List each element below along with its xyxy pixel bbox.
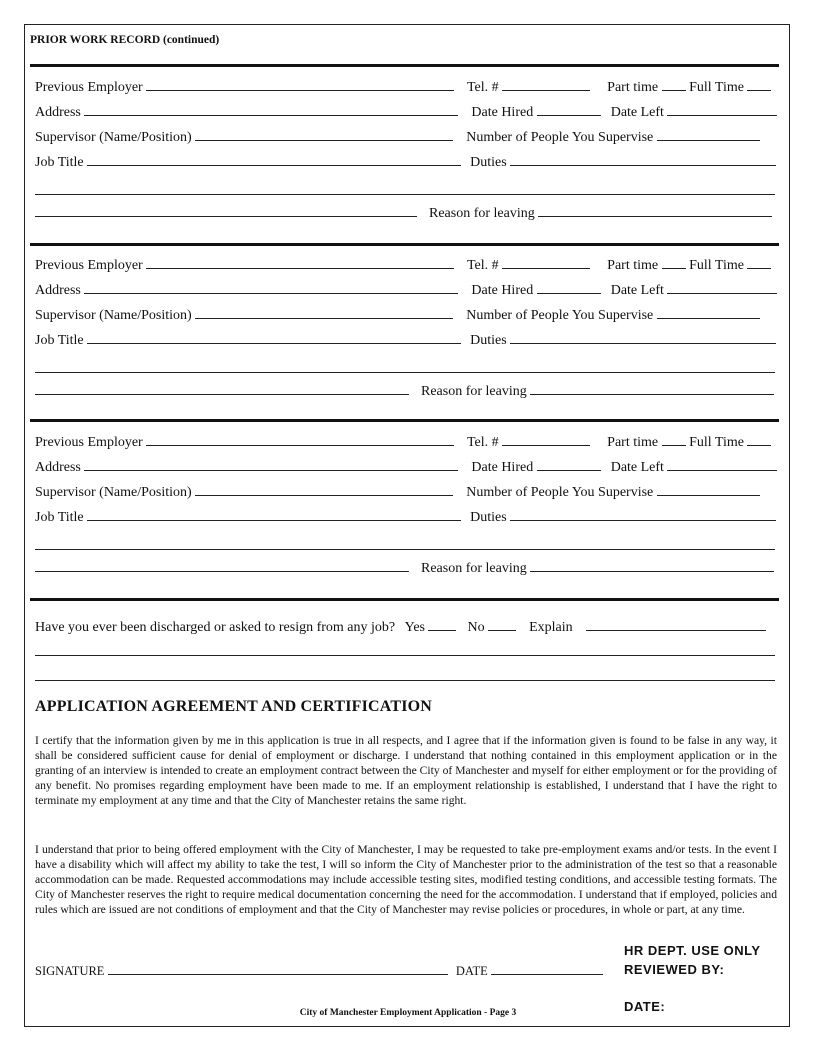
date-left-field[interactable] bbox=[667, 102, 777, 116]
previous-employer-field[interactable] bbox=[146, 77, 454, 91]
tel-label: Tel. # bbox=[466, 80, 499, 95]
section-divider bbox=[30, 598, 779, 601]
reason-for-leaving-field[interactable] bbox=[530, 381, 774, 395]
date-left-label: Date Left bbox=[610, 283, 664, 298]
discharge-no-label: No bbox=[467, 620, 485, 635]
full-time-label: Full Time bbox=[689, 435, 744, 450]
job-title-label: Job Title bbox=[35, 333, 84, 348]
full-time-label: Full Time bbox=[689, 80, 744, 95]
part-time-label: Part time bbox=[607, 435, 659, 450]
num-supervise-field[interactable] bbox=[657, 305, 760, 319]
previous-employer-field[interactable] bbox=[146, 255, 454, 269]
previous-employer-label: Previous Employer bbox=[35, 435, 143, 450]
date-hired-label: Date Hired bbox=[471, 105, 534, 120]
date-hired-field[interactable] bbox=[537, 102, 601, 116]
date-hired-label: Date Hired bbox=[471, 283, 534, 298]
tel-field[interactable] bbox=[502, 77, 590, 91]
reason-row bbox=[35, 381, 774, 401]
duties-field[interactable] bbox=[510, 330, 776, 344]
hr-date: DATE: bbox=[624, 999, 666, 1014]
part-time-label: Part time bbox=[607, 80, 659, 95]
explain-line[interactable] bbox=[35, 679, 775, 681]
address-row bbox=[35, 102, 777, 122]
discharge-yes-label: Yes bbox=[404, 620, 425, 635]
reason-row bbox=[35, 203, 772, 223]
full-time-field[interactable] bbox=[747, 77, 771, 91]
duties-label: Duties bbox=[470, 155, 507, 170]
signature-label: SIGNATURE bbox=[35, 964, 105, 978]
date-left-label: Date Left bbox=[610, 460, 664, 475]
supervisor-label: Supervisor (Name/Position) bbox=[35, 308, 192, 323]
job-title-row bbox=[35, 152, 776, 172]
supervisor-row bbox=[35, 305, 760, 325]
job-title-label: Job Title bbox=[35, 510, 84, 525]
agreement-paragraph-1: I certify that the information given by me in this application is true in all respects, and I agree that if the information given is found to be false in any way, it shall be considered sufficient cause for denial of employment or discharge. I understand that nothing contained in this employment application or in the granting of an interview is intended to create an employment contract between the City of Manchester and myself for either employment or for the providing of any benefit. No promises regarding employment have been made to me. If an employment relationship is established, I understand that I have the right to terminate my employment at any time and that the City of Manchester retains the same right. bbox=[35, 734, 777, 808]
num-supervise-label: Number of People You Supervise bbox=[466, 308, 654, 323]
discharge-question-row bbox=[35, 617, 766, 637]
duties-label: Duties bbox=[470, 333, 507, 348]
date-left-label: Date Left bbox=[610, 105, 664, 120]
employer-row bbox=[35, 432, 771, 452]
tel-field[interactable] bbox=[502, 255, 590, 269]
agreement-title: APPLICATION AGREEMENT AND CERTIFICATION bbox=[35, 698, 433, 715]
reason-for-leaving-label: Reason for leaving bbox=[421, 384, 527, 399]
job-title-row bbox=[35, 330, 776, 350]
address-field[interactable] bbox=[84, 457, 458, 471]
address-field[interactable] bbox=[84, 102, 458, 116]
section-divider bbox=[30, 64, 779, 67]
tel-label: Tel. # bbox=[466, 435, 499, 450]
section-divider bbox=[30, 419, 779, 422]
part-time-field[interactable] bbox=[662, 77, 686, 91]
tel-field[interactable] bbox=[502, 432, 590, 446]
signature-date-field[interactable] bbox=[491, 961, 603, 975]
part-time-field[interactable] bbox=[662, 432, 686, 446]
duties-field[interactable] bbox=[510, 507, 776, 521]
supervisor-field[interactable] bbox=[195, 482, 453, 496]
full-time-field[interactable] bbox=[747, 255, 771, 269]
reason-for-leaving-field[interactable] bbox=[538, 203, 772, 217]
duties-label: Duties bbox=[470, 510, 507, 525]
previous-employer-label: Previous Employer bbox=[35, 258, 143, 273]
duties-field[interactable] bbox=[510, 152, 776, 166]
supervisor-row bbox=[35, 482, 760, 502]
supervisor-field[interactable] bbox=[195, 305, 453, 319]
address-row bbox=[35, 280, 777, 300]
part-time-field[interactable] bbox=[662, 255, 686, 269]
supervisor-field[interactable] bbox=[195, 127, 453, 141]
num-supervise-field[interactable] bbox=[657, 127, 760, 141]
reason-for-leaving-field[interactable] bbox=[530, 558, 774, 572]
full-time-label: Full Time bbox=[689, 258, 744, 273]
num-supervise-label: Number of People You Supervise bbox=[466, 485, 654, 500]
signature-row bbox=[35, 961, 603, 980]
discharge-no-field[interactable] bbox=[488, 617, 516, 631]
job-title-row bbox=[35, 507, 776, 527]
address-label: Address bbox=[35, 283, 81, 298]
job-title-field[interactable] bbox=[87, 330, 461, 344]
address-label: Address bbox=[35, 105, 81, 120]
address-field[interactable] bbox=[84, 280, 458, 294]
reason-row bbox=[35, 558, 774, 578]
supervisor-row bbox=[35, 127, 760, 147]
signature-date-label: DATE bbox=[455, 964, 488, 978]
job-title-field[interactable] bbox=[87, 152, 461, 166]
discharge-explain-field[interactable] bbox=[586, 617, 766, 631]
explain-line[interactable] bbox=[35, 654, 775, 656]
part-time-label: Part time bbox=[607, 258, 659, 273]
section-header: PRIOR WORK RECORD (continued) bbox=[30, 34, 220, 46]
previous-employer-field[interactable] bbox=[146, 432, 454, 446]
duties-continuation-line[interactable] bbox=[35, 193, 775, 195]
employer-row bbox=[35, 255, 771, 275]
num-supervise-label: Number of People You Supervise bbox=[466, 130, 654, 145]
blank-line[interactable] bbox=[35, 381, 409, 395]
date-left-field[interactable] bbox=[667, 280, 777, 294]
employer-row bbox=[35, 77, 771, 97]
address-label: Address bbox=[35, 460, 81, 475]
hr-dept-use-only: HR DEPT. USE ONLY bbox=[624, 943, 761, 958]
tel-label: Tel. # bbox=[466, 258, 499, 273]
discharge-question: Have you ever been discharged or asked to resign from any job? bbox=[35, 620, 396, 635]
supervisor-label: Supervisor (Name/Position) bbox=[35, 130, 192, 145]
full-time-field[interactable] bbox=[747, 432, 771, 446]
blank-line[interactable] bbox=[35, 558, 409, 572]
date-hired-label: Date Hired bbox=[471, 460, 534, 475]
job-title-field[interactable] bbox=[87, 507, 461, 521]
previous-employer-label: Previous Employer bbox=[35, 80, 143, 95]
address-row bbox=[35, 457, 777, 477]
page-footer: City of Manchester Employment Application - Page 3 bbox=[299, 1008, 517, 1018]
reason-for-leaving-label: Reason for leaving bbox=[421, 561, 527, 576]
date-left-field[interactable] bbox=[667, 457, 777, 471]
num-supervise-field[interactable] bbox=[657, 482, 760, 496]
section-divider bbox=[30, 243, 779, 246]
agreement-paragraph-2: I understand that prior to being offered employment with the City of Manchester, I may be requested to take pre-employment exams and/or tests. In the event I have a disability which will affect my ability to take the test, I will so inform the City of Manchester prior to the administration of the test so that a reasonable accommodation can be made. Requested accommodations may include accessible testing sites, modified testing conditions, and accessible testing formats. The City of Manchester reserves the right to require medical documentation concerning the need for the accommodation. I understand that if employed, policies and rules which are issued are not conditions of employment and that the City of Manchester may revise policies or procedures, in whole or part, at any time. bbox=[35, 843, 777, 917]
hr-reviewed-by: REVIEWED BY: bbox=[624, 962, 725, 977]
date-hired-field[interactable] bbox=[537, 457, 601, 471]
signature-field[interactable] bbox=[108, 961, 448, 975]
job-title-label: Job Title bbox=[35, 155, 84, 170]
discharge-yes-field[interactable] bbox=[428, 617, 456, 631]
discharge-explain-label: Explain bbox=[529, 620, 573, 635]
duties-continuation-line[interactable] bbox=[35, 371, 775, 373]
supervisor-label: Supervisor (Name/Position) bbox=[35, 485, 192, 500]
blank-line[interactable] bbox=[35, 203, 417, 217]
reason-for-leaving-label: Reason for leaving bbox=[429, 206, 535, 221]
duties-continuation-line[interactable] bbox=[35, 548, 775, 550]
date-hired-field[interactable] bbox=[537, 280, 601, 294]
